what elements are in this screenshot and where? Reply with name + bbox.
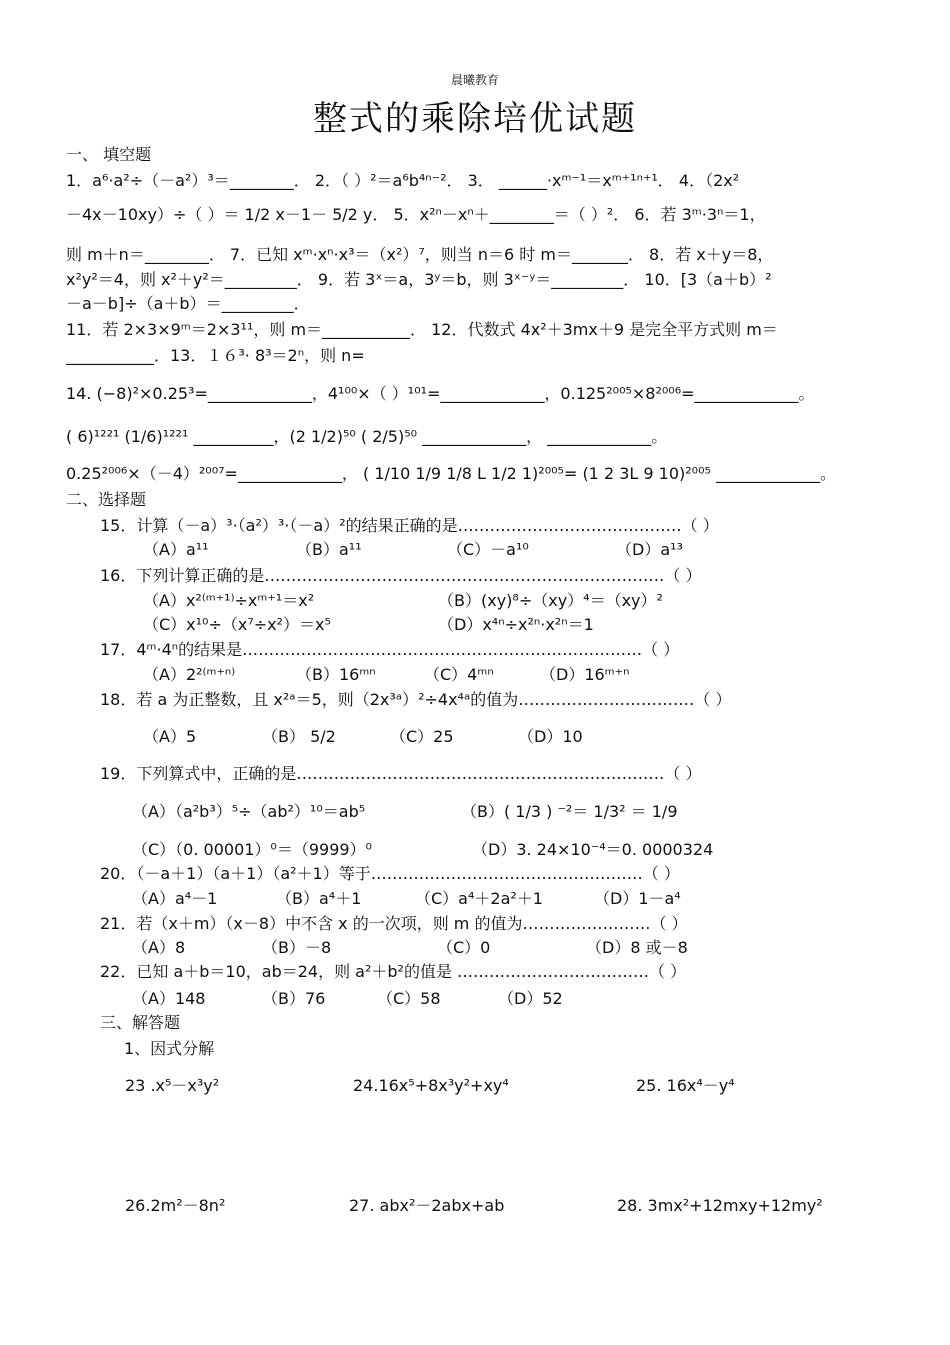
- q18-option-d: （D）10: [518, 727, 583, 746]
- question-21: 21．若（x＋m）（x－8）中不含 x 的一次项，则 m 的值为……………………（ ）: [100, 914, 688, 933]
- q18-option-a: （A）5: [143, 727, 197, 746]
- question-17: 17．4ᵐ·4ⁿ的结果是…………………………………………………………………（ ）: [100, 640, 680, 659]
- q15-option-b: （B）a¹¹: [296, 540, 362, 559]
- fill-line-1: 1．a⁶·a²÷（－a²）³＝________． 2．（ ）²＝a⁶b⁴ⁿ⁻²． 3． ______·xᵐ⁻¹＝xᵐ⁺¹ⁿ⁺¹． 4．（2x²: [66, 171, 740, 190]
- factor-heading: 1、因式分解: [124, 1039, 215, 1058]
- section-fill-in: 一、 填空题: [66, 145, 152, 164]
- q21-option-d: （D）8 或－8: [586, 938, 688, 957]
- q22-option-b: （B）76: [262, 989, 326, 1008]
- problem-26: 26.2m²－8n²: [125, 1196, 226, 1215]
- question-16: 16．下列计算正确的是…………………………………………………………………（ ）: [100, 566, 702, 585]
- q15-option-c: （C）－a¹⁰: [447, 540, 529, 559]
- question-15: 15．计算（－a）³·（a²）³·（－a）²的结果正确的是……………………………………（ ）: [100, 516, 719, 535]
- question-22: 22．已知 a＋b＝10，ab＝24，则 a²＋b²的值是 ………………………………（ ）: [100, 962, 687, 981]
- q21-option-a: （A）8: [132, 938, 186, 957]
- problem-27: 27. abx²－2abx+ab: [349, 1196, 505, 1215]
- q17-option-b: （B）16ᵐⁿ: [296, 665, 376, 684]
- fill-line-2: －4x－10xy）÷（ ）＝ 1/2 x－1－ 5/2 y． 5．x²ⁿ－xⁿ＋________＝（ ）²． 6．若 3ᵐ·3ⁿ＝1，: [66, 205, 766, 224]
- q22-option-a: （A）148: [132, 989, 206, 1008]
- problem-23: 23 .x⁵－x³y²: [125, 1076, 220, 1095]
- q18-option-c: （C）25: [390, 727, 454, 746]
- question-19: 19．下列算式中，正确的是……………………………………………………………（ ）: [100, 764, 702, 783]
- q17-option-d: （D）16ᵐ⁺ⁿ: [540, 665, 630, 684]
- q16-option-b: （B）(xy)⁸÷（xy）⁴＝（xy）²: [438, 591, 663, 610]
- problem-25: 25. 16x⁴－y⁴: [636, 1076, 735, 1095]
- fill-line-7: ___________．13．１６³· 8³＝2ⁿ，则 n=: [66, 346, 365, 365]
- q19-option-d: （D）3. 24×10⁻⁴＝0. 0000324: [472, 840, 714, 859]
- q22-option-d: （D）52: [498, 989, 563, 1008]
- q15-option-a: （A）a¹¹: [143, 540, 209, 559]
- q21-option-b: （B）－8: [262, 938, 332, 957]
- page-title: 整式的乘除培优试题: [313, 99, 637, 139]
- q18-option-b: （B） 5/2: [262, 727, 336, 746]
- q16-option-d: （D）x⁴ⁿ÷x²ⁿ·x²ⁿ＝1: [438, 615, 594, 634]
- q21-option-c: （C）0: [437, 938, 491, 957]
- q17-option-c: （C）4ᵐⁿ: [424, 665, 494, 684]
- q15-option-d: （D）a¹³: [616, 540, 683, 559]
- fill-line-4: x²y²＝4，则 x²＋y²＝_________． 9．若 3ˣ＝a，3ʸ＝b，则 3ˣ⁻ʸ＝_________． 10．[3（a＋b）²: [66, 270, 772, 289]
- q16-option-a: （A）x²⁽ᵐ⁺¹⁾÷xᵐ⁺¹＝x²: [143, 591, 315, 610]
- section-answer: 三、解答题: [100, 1013, 181, 1032]
- q19-option-a: （A）（a²b³）⁵÷（ab²）¹⁰＝ab⁵: [132, 802, 366, 821]
- q16-option-c: （C）x¹⁰÷（x⁷÷x²）＝x⁵: [143, 615, 331, 634]
- section-choice: 二、选择题: [66, 490, 147, 509]
- problem-24: 24.16x⁵+8x³y²+xy⁴: [353, 1076, 509, 1095]
- q20-option-c: （C）a⁴＋2a²＋1: [415, 889, 543, 908]
- q22-option-c: （C）58: [377, 989, 441, 1008]
- q19-option-b: （B）( 1/3 ) ⁻²＝ 1/3² ＝ 1/9: [461, 802, 678, 821]
- q20-option-d: （D）1－a⁴: [594, 889, 681, 908]
- question-20: 20．（－a＋1）（a＋1）（a²＋1）等于……………………………………………（ ）: [100, 864, 680, 883]
- q17-option-a: （A）2²⁽ᵐ⁺ⁿ⁾: [143, 665, 236, 684]
- fill-line-3: 则 m＋n＝________． 7．已知 xᵐ·xⁿ·x³＝（x²）⁷，则当 n＝6 时 m＝_______． 8．若 x＋y＝8，: [66, 245, 774, 264]
- q20-option-b: （B）a⁴＋1: [276, 889, 362, 908]
- fill-line-9: ( 6)¹²²¹ (1/6)¹²²¹ __________，(2 1/2)⁵⁰ ( 2/5)⁵⁰ _____________， _____________。: [66, 427, 668, 446]
- q20-option-a: （A）a⁴－1: [132, 889, 218, 908]
- question-18: 18．若 a 为正整数，且 x²ᵃ＝5，则（2x³ᵃ）²÷4x⁴ᵃ的值为……………………………（ ）: [100, 690, 732, 709]
- fill-line-5: －a－b]÷（a＋b）＝_________．: [66, 294, 310, 313]
- problem-28: 28. 3mx²+12mxy+12my²: [617, 1196, 823, 1215]
- fill-line-6: 11．若 2×3×9ᵐ＝2×3¹¹，则 m＝___________． 12．代数式 4x²＋3mx＋9 是完全平方式则 m＝: [66, 320, 778, 339]
- fill-line-8: 14. (−8)²×0.25³=_____________，4¹⁰⁰×（ ）¹⁰¹=_____________，0.125²⁰⁰⁵×8²⁰⁰⁶=_____________。: [66, 384, 815, 403]
- page-header: 晨曦教育: [450, 73, 499, 87]
- q19-option-c: （C）（0. 00001）⁰＝（9999）⁰: [132, 840, 372, 859]
- fill-line-10: 0.25²⁰⁰⁶×（－4）²⁰⁰⁷=_____________， ( 1/10 1/9 1/8 L 1/2 1)²⁰⁰⁵= (1 2 3L 9 10)²⁰⁰⁵ _____________。: [66, 464, 837, 483]
